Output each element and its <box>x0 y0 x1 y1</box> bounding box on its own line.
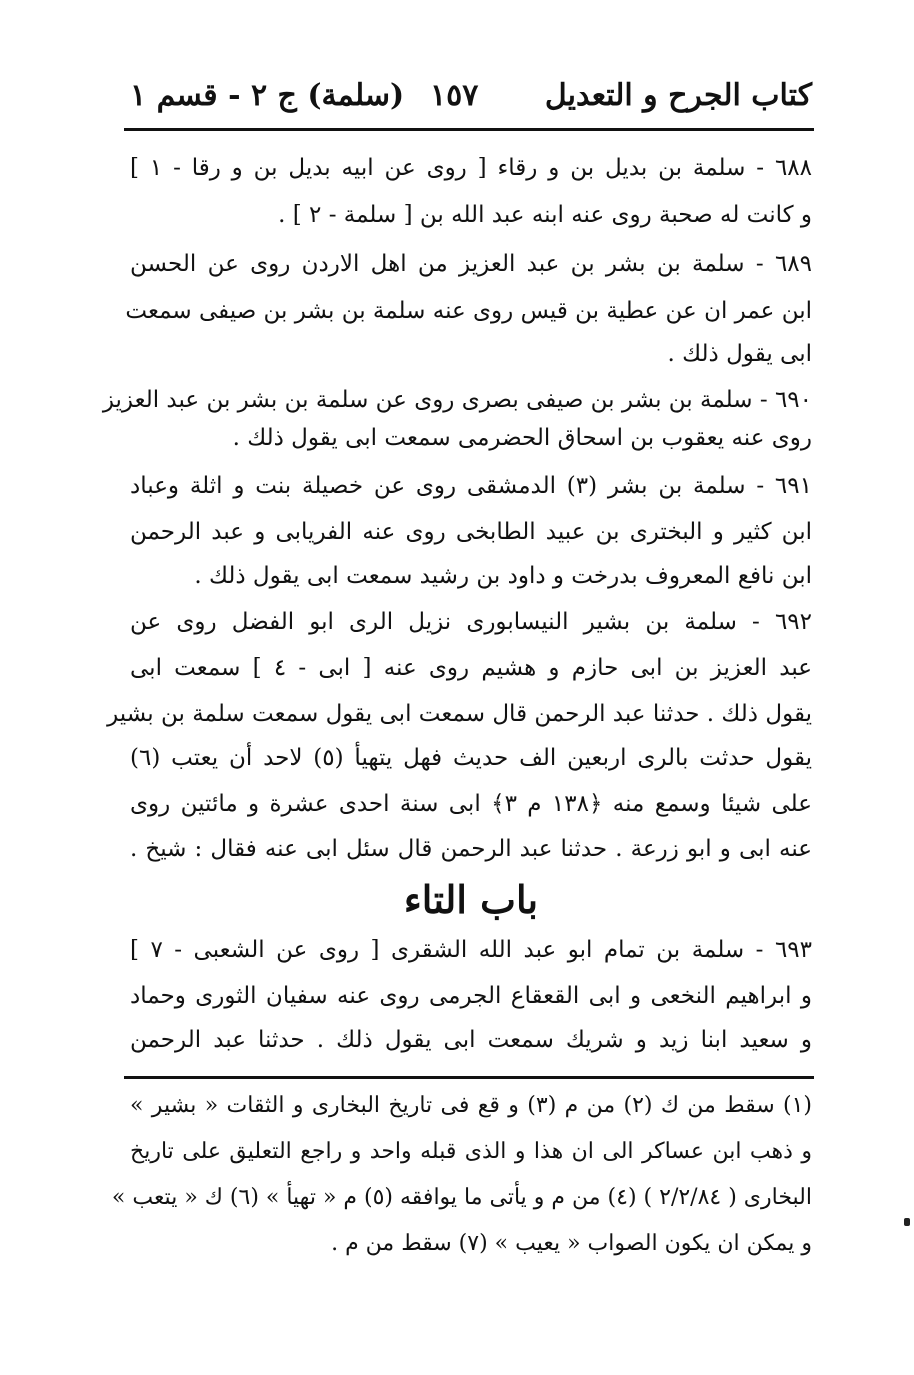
entry-692-line-6: عنه ابى و ابو زرعة . حدثنا عبد الرحمن قال سئل ابى عنه فقال : شيخ . <box>130 836 812 862</box>
entry-689-line-2: ابن عمر ان عن عطية بن قيس روى عنه سلمة بن بشر بن صيفى سمعت <box>125 298 812 324</box>
section-title: باب التاء <box>403 877 539 922</box>
footnote-line-1: (١) سقط من ك (٢) من م (٣) و قع فى تاريخ البخارى و الثقات « بشير » <box>130 1093 812 1118</box>
volume-info: (سلمة) ج ٢ - قسم ١ <box>130 78 405 113</box>
entry-693-line-1: ٦٩٣ - سلمة بن تمام ابو عبد الله الشقرى [ روى عن الشعبى - ٧ ] <box>130 937 812 963</box>
book-title: كتاب الجرح و التعديل <box>544 78 812 113</box>
entry-692-line-1: ٦٩٢ - سلمة بن بشير النيسابورى نزيل الرى ابو الفضل روى عن <box>130 609 812 635</box>
scan-speck <box>904 1218 910 1226</box>
entry-692-line-5: على شيئا وسمع منه ﴿١٣٨ م ٣﴾ ابى سنة احدى عشرة و مائتين روى <box>130 791 812 817</box>
entry-689-line-1: ٦٨٩ - سلمة بن بشر بن عبد العزيز من اهل الاردن روى عن الحسن <box>130 251 812 277</box>
entry-690-line-1: ٦٩٠ - سلمة بن بشر بن صيفى بصرى روى عن سلمة بن بشر بن عبد العزيز <box>102 387 812 413</box>
entry-688-line-2: و كانت له صحبة روى عنه ابنه عبد الله بن [ سلمة - ٢ ] . <box>278 202 812 228</box>
entry-692-line-3: يقول ذلك . حدثنا عبد الرحمن قال سمعت ابى يقول سمعت سلمة بن بشير <box>107 701 812 727</box>
entry-693-line-2: و ابراهيم النخعى و ابى القعقاع الجرمى روى عنه سفيان الثورى وحماد <box>130 983 812 1009</box>
entry-689-line-3: ابى يقول ذلك . <box>667 341 812 367</box>
entry-690-line-2: روى عنه يعقوب بن اسحاق الحضرمى سمعت ابى يقول ذلك . <box>232 425 812 451</box>
footnote-line-2: و ذهب ابن عساكر الى ان هذا و الذى قبله واحد و راجع التعليق على تاريخ <box>130 1139 812 1164</box>
entry-691-line-1: ٦٩١ - سلمة بن بشر (٣) الدمشقى روى عن خصيلة بنت و اثلة وعباد <box>130 473 812 499</box>
footnote-line-3: البخارى ( ٢/٢/٨٤ ) (٤) من م و يأتى ما يوافقه (٥) م « تهيأ » (٦) ك « يتعب » <box>111 1185 812 1210</box>
header-rule <box>124 128 814 131</box>
footnote-line-4: و يمكن ان يكون الصواب « يعيب » (٧) سقط من م . <box>331 1231 812 1256</box>
entry-691-line-2: ابن كثير و البخترى بن عبيد الطابخى روى عنه الفريابى و عبد الرحمن <box>130 519 812 545</box>
entry-688-line-1: ٦٨٨ - سلمة بن بديل بن و رقاء [ روى عن ابيه بديل بن و رقا - ١ ] <box>130 155 812 181</box>
entry-693-line-3: و سعيد ابنا زيد و شريك سمعت ابى يقول ذلك . حدثنا عبد الرحمن <box>130 1027 812 1053</box>
running-header <box>130 72 812 128</box>
footnote-rule <box>124 1076 814 1079</box>
entry-691-line-3: ابن نافع المعروف بدرخت و داود بن رشيد سمعت ابى يقول ذلك . <box>194 563 812 589</box>
entry-692-line-4: يقول حدثت بالرى اربعين الف حديث فهل يتهيأ (٥) لاحد أن يعتب (٦) <box>130 745 813 771</box>
page-number: ١٥٧ <box>430 78 479 113</box>
entry-692-line-2: عبد العزيز بن ابى حازم و هشيم روى عنه [ ابى - ٤ ] سمعت ابى <box>130 655 813 681</box>
